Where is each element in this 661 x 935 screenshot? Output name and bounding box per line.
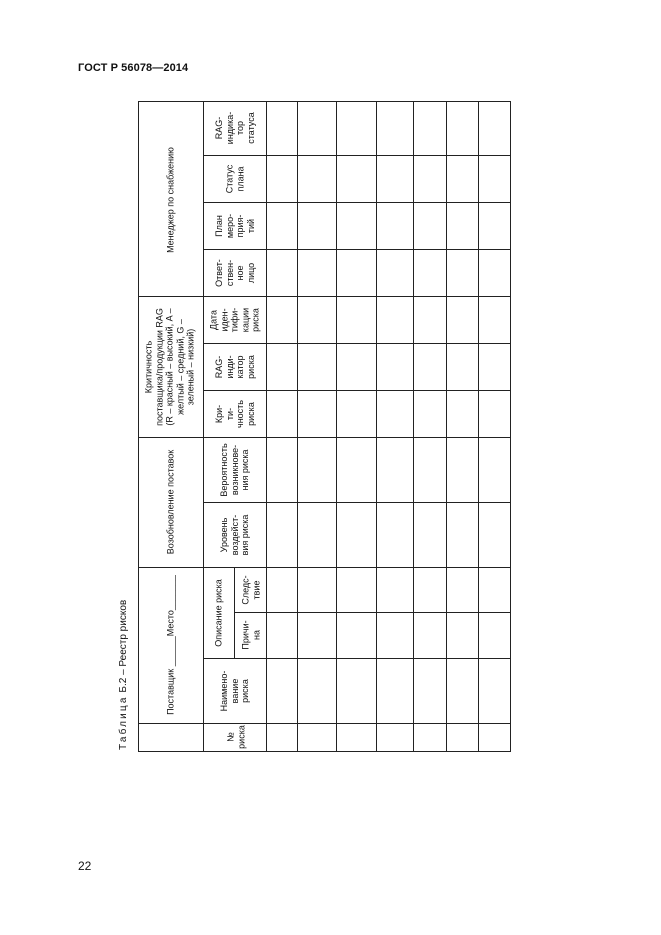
- header-risk-criticality: [214, 400, 256, 428]
- group-supplier-criticality: [144, 308, 197, 426]
- criticality-line-1: Критичность: [143, 340, 154, 394]
- id-date-line-1: Дата: [208, 310, 219, 330]
- criticality-line-3: (R – красный – высокий, A –: [164, 308, 175, 426]
- cause-line-2: на: [251, 630, 261, 640]
- risk-name-line-2: вание: [229, 678, 240, 704]
- rag-risk-line-4: риска: [245, 355, 256, 379]
- consequence-line-2: твие: [251, 580, 261, 600]
- id-date-line-4: кации: [240, 307, 251, 333]
- header-cause: [240, 620, 261, 649]
- group-supply-manager: Менеджер по снабжению: [165, 147, 176, 253]
- header-identification-date: [209, 308, 262, 333]
- risk-number-line-1: №: [225, 732, 236, 742]
- header-risk-name: [219, 671, 251, 712]
- id-date-line-3: тифи-: [229, 307, 240, 333]
- header-risk-description: Описание риска: [213, 579, 224, 647]
- rag-risk-line-3: катор: [235, 355, 245, 379]
- plan-line-1: План: [213, 215, 224, 237]
- plan-line-2: меро-: [224, 213, 235, 239]
- plan-line-4: тий: [245, 218, 256, 234]
- rag-status-line-3: тор: [235, 120, 245, 136]
- responsible-line-1: Ответ-: [213, 259, 224, 287]
- header-impact-level: [219, 515, 251, 556]
- id-date-line-2: иден-: [219, 308, 230, 332]
- cause-line-1: Причи-: [240, 620, 251, 650]
- criticality-line-4: желтый – средний, G –: [175, 319, 186, 415]
- table-border: [139, 102, 511, 752]
- impact-line-2: воздейст-: [229, 514, 240, 556]
- risk-number-line-2: риска: [236, 725, 246, 749]
- header-risk-number: [225, 725, 246, 749]
- risk-criticality-line-4: риска: [245, 402, 256, 426]
- impact-line-3: вия риска: [240, 514, 251, 556]
- responsible-line-2: ствен-: [224, 259, 235, 287]
- header-plan-status: [224, 165, 245, 193]
- probability-line-1: Вероятность: [219, 443, 230, 497]
- rag-status-line-1: RAG-: [213, 116, 224, 140]
- plan-status-line-2: плана: [235, 166, 245, 192]
- risk-criticality-line-1: Кри-: [213, 404, 224, 424]
- header-consequence: [240, 575, 261, 604]
- impact-line-1: Уровень: [219, 517, 230, 553]
- probability-line-3: ния риска: [240, 449, 251, 491]
- rag-status-line-4: статуса: [245, 112, 256, 144]
- plan-line-3: прия-: [235, 214, 245, 238]
- header-rag-status-indicator: [214, 112, 256, 144]
- risk-criticality-line-3: чность: [235, 400, 245, 428]
- rag-status-line-2: индика-: [224, 111, 235, 145]
- consequence-line-1: Следс-: [240, 575, 251, 605]
- plan-status-line-1: Статус: [224, 164, 235, 194]
- id-date-line-5: риска: [250, 308, 261, 332]
- risk-name-line-3: риска: [240, 679, 251, 703]
- header-measures-plan: [214, 214, 256, 238]
- document-standard-number: ГОСТ Р 56078—2014: [78, 62, 189, 74]
- header-probability: [219, 443, 251, 496]
- responsible-line-3: ное: [235, 265, 245, 281]
- rag-risk-line-1: RAG-: [213, 355, 224, 379]
- header-rag-risk-indicator: [214, 355, 256, 379]
- page-number: 22: [78, 859, 92, 873]
- probability-line-2: возникнове-: [229, 444, 240, 496]
- group-supply-resumption: Возобновление поставок: [165, 449, 176, 555]
- risk-name-line-1: Наимено-: [219, 670, 230, 712]
- rag-risk-line-2: инди-: [224, 355, 235, 379]
- criticality-line-2: поставщика/продукции RAG: [154, 308, 165, 426]
- criticality-line-5: зеленый – низкий): [185, 328, 196, 406]
- risk-criticality-line-2: ти-: [224, 407, 235, 421]
- table-caption-title: Б.2 – Реестр рисков: [118, 599, 129, 696]
- header-responsible-person: [214, 259, 256, 287]
- supplier-place-label: Поставщик ______Место_______: [165, 575, 176, 715]
- table-caption-prefix: Таблица: [118, 695, 129, 750]
- responsible-line-4: лицо: [245, 262, 256, 284]
